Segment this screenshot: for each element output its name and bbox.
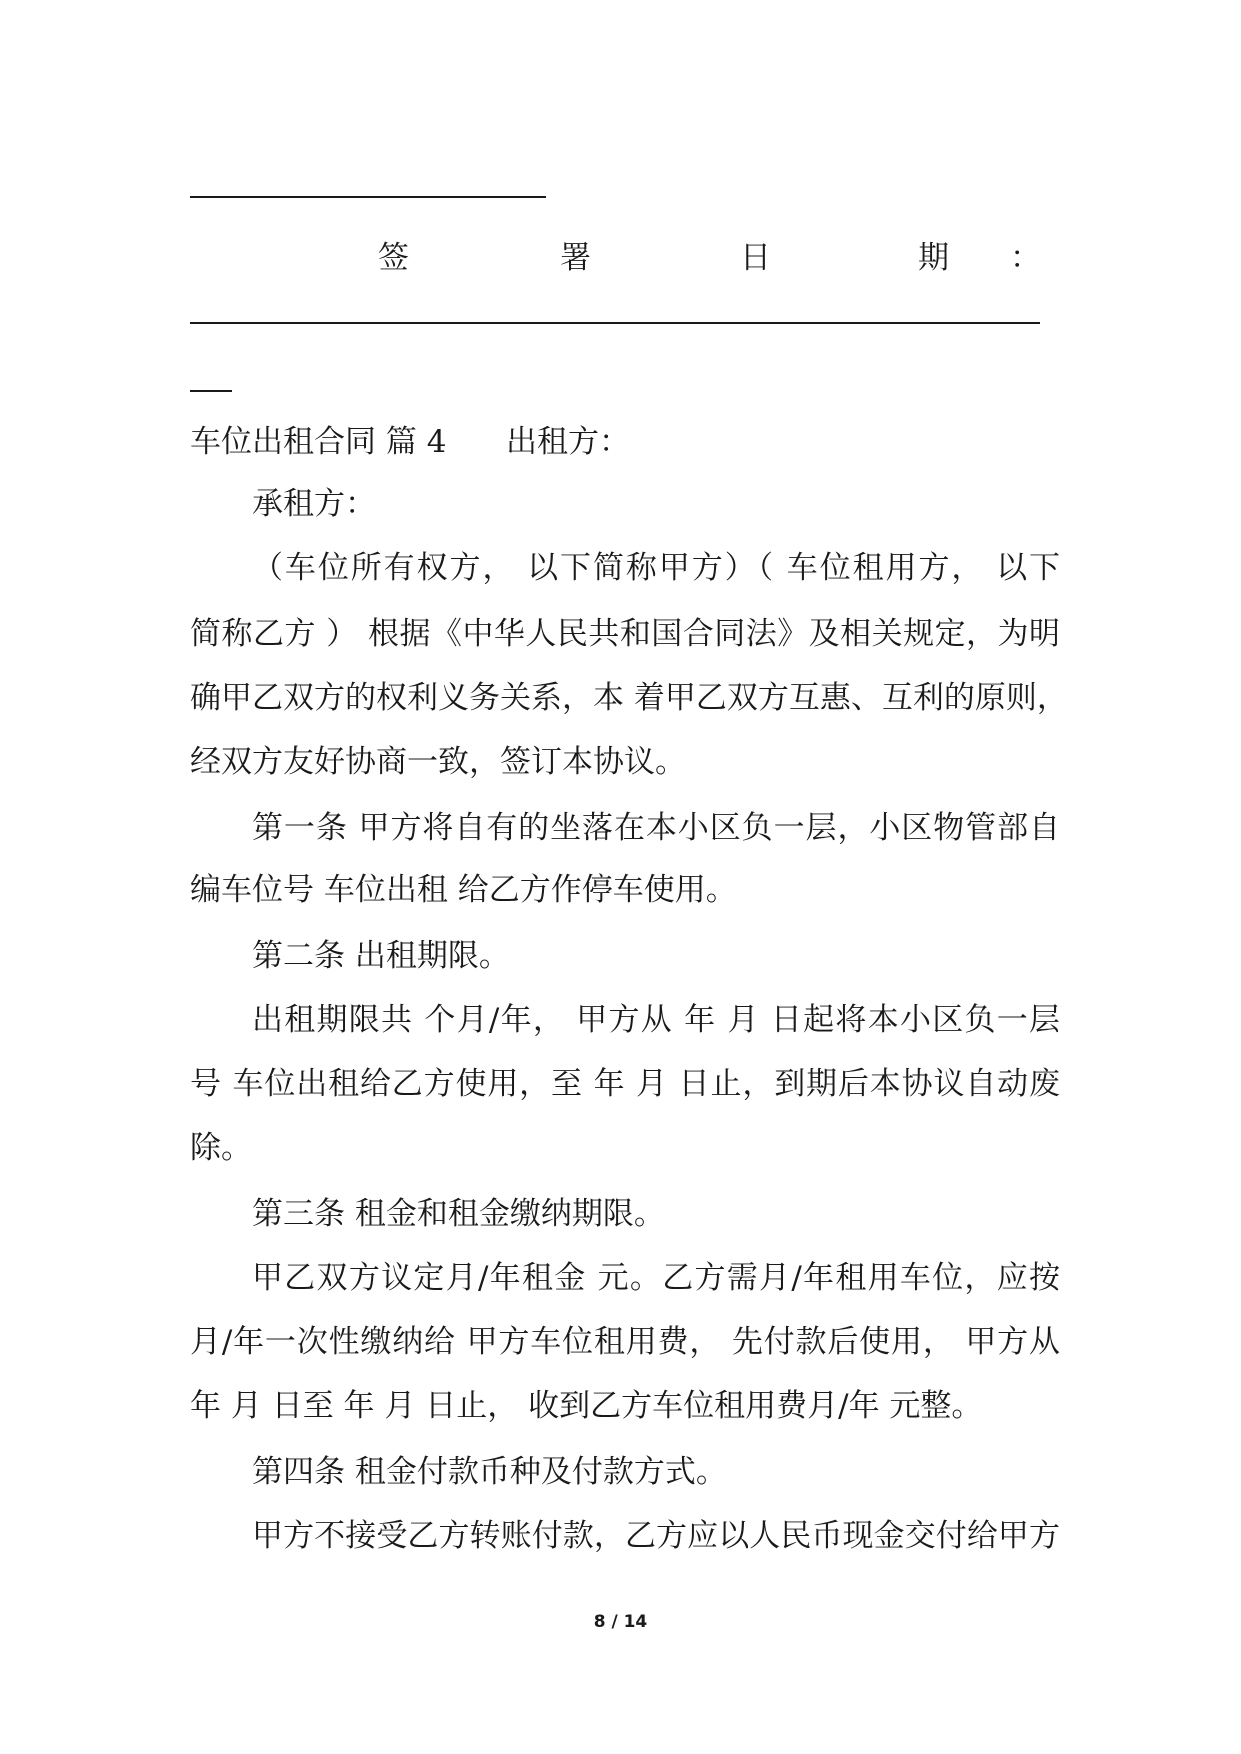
- sign-char-4: 期: [918, 240, 949, 276]
- body-line: 确甲乙双方的权利义务关系，本 着甲乙双方互惠、互利的原则，: [190, 680, 1068, 716]
- sign-char-3: 日: [740, 240, 771, 276]
- body-line: 除。: [190, 1130, 252, 1166]
- body-line: 第四条 租金付款币种及付款方式。: [252, 1454, 727, 1490]
- body-line: 第一条 甲方将自有的坐落在本小区负一层，小区物管部自: [252, 810, 1060, 846]
- body-line: 甲乙双方议定月/年租金 元。乙方需月/年租用车位，应按: [252, 1260, 1060, 1296]
- body-line: （车位所有权方， 以下简称甲方）（ 车位租用方， 以下: [252, 550, 1060, 586]
- body-line: 承租方：: [252, 486, 376, 522]
- sign-char-2: 署: [560, 240, 591, 276]
- sign-char-1: 签: [378, 240, 409, 276]
- contract-title: 车位出租合同 篇 4: [190, 424, 447, 460]
- contract-heading: [190, 422, 1060, 462]
- signature-underline-tail: [190, 390, 232, 392]
- body-line: 第二条 出租期限。: [252, 938, 510, 974]
- body-line: 号 车位出租给乙方使用，至 年 月 日止，到期后本协议自动废: [190, 1066, 1060, 1102]
- body-line: 简称乙方 ） 根据《中华人民共和国合同法》及相关规定，为明: [190, 616, 1060, 652]
- body-line: 年 月 日至 年 月 日止， 收到乙方车位租用费月/年 元整。: [190, 1388, 983, 1424]
- body-line: 第三条 租金和租金缴纳期限。: [252, 1196, 665, 1232]
- body-line: 甲方不接受乙方转账付款，乙方应以人民币现金交付给甲方: [252, 1518, 1060, 1554]
- sign-char-5: ：: [1010, 240, 1041, 276]
- body-line: 经双方友好协商一致，签订本协议。: [190, 744, 686, 780]
- lessor-label: 出租方：: [506, 424, 630, 460]
- page-number: 8 / 14: [593, 1612, 648, 1632]
- body-line: 出租期限共 个月/年， 甲方从 年 月 日起将本小区负一层: [252, 1002, 1060, 1038]
- body-line: 月/年一次性缴纳给 甲方车位租用费， 先付款后使用， 甲方从: [190, 1324, 1060, 1360]
- signature-underline-top: [190, 196, 546, 198]
- signature-underline-long: [190, 322, 1040, 324]
- body-line: 编车位号 车位出租 给乙方作停车使用。: [190, 872, 737, 908]
